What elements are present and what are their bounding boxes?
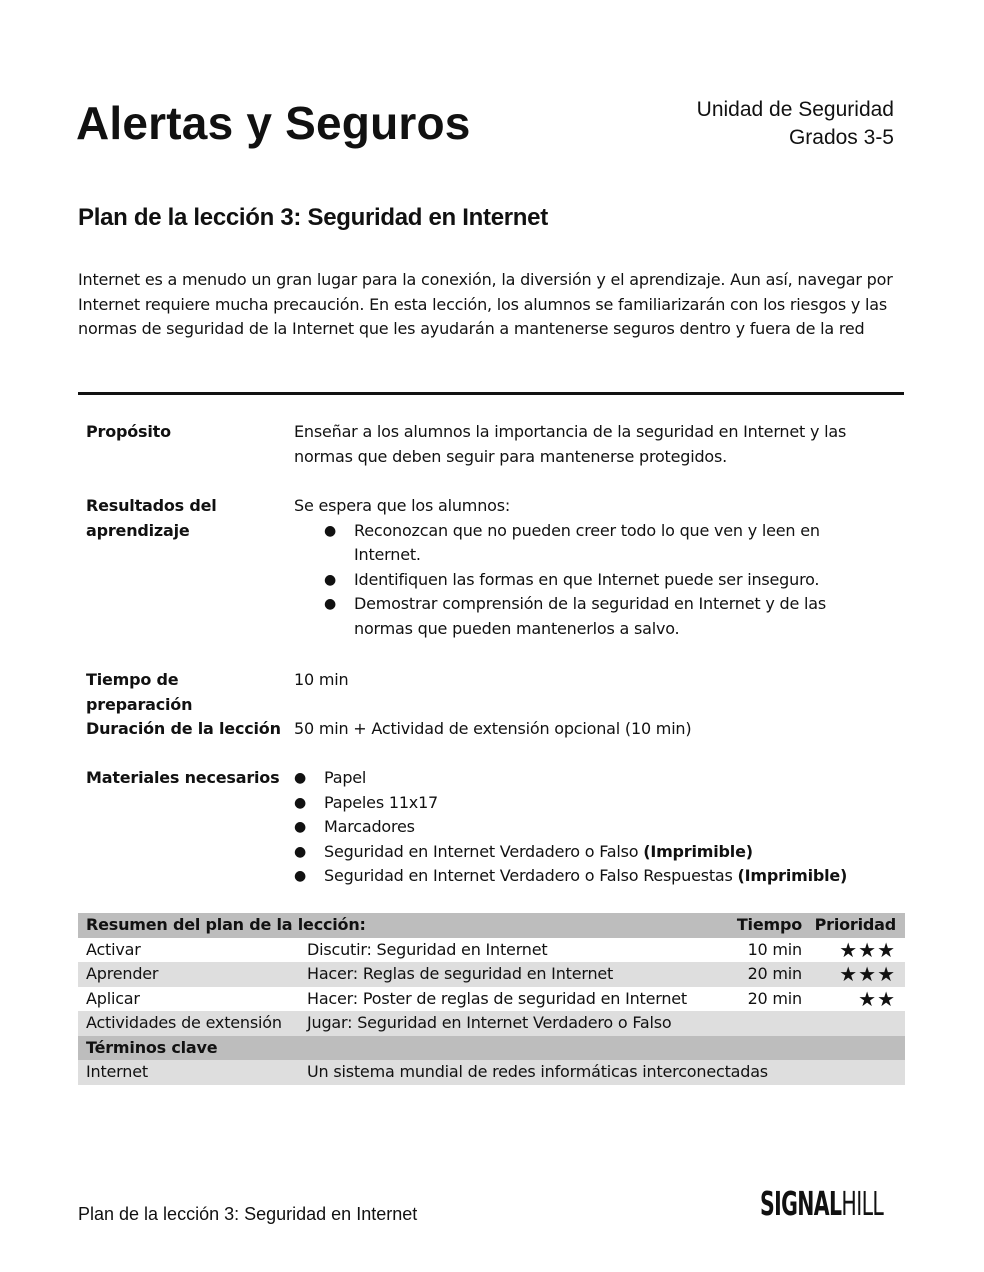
bullet-icon: ● bbox=[294, 843, 307, 860]
lesson-title: Plan de la lección 3: Seguridad en Internet bbox=[78, 204, 548, 231]
list-item-text: Papel bbox=[324, 768, 367, 787]
table-row bbox=[78, 962, 905, 987]
list-item-text: Reconozcan que no pueden creer todo lo que ven y leen en Internet. bbox=[354, 520, 820, 564]
phase-cell: Actividades de extensión bbox=[86, 1013, 282, 1032]
time-column-header: Tiempo bbox=[736, 915, 802, 934]
priority-stars-icon: ★★★ bbox=[839, 962, 896, 986]
bullet-icon: ● bbox=[294, 770, 307, 786]
logo-part-hill: HILL bbox=[841, 1184, 884, 1223]
list-item bbox=[294, 568, 874, 593]
bullet-icon: ● bbox=[324, 571, 337, 588]
signalhill-logo bbox=[760, 1184, 883, 1223]
prep-time-value: 10 min bbox=[294, 670, 349, 689]
outcomes-intro: Se espera que los alumnos: bbox=[294, 496, 511, 515]
activity-cell: Discutir: Seguridad en Internet bbox=[307, 939, 548, 959]
purpose-text: Enseñar a los alumnos la importancia de la seguridad en Internet y las normas que deben seguir para mantenerse protegidos. bbox=[294, 422, 847, 466]
document-title: Alertas y Seguros bbox=[76, 97, 471, 149]
materials-block bbox=[294, 766, 884, 889]
time-cell: 10 min bbox=[747, 939, 802, 959]
phase-cell: Aprender bbox=[86, 964, 159, 983]
priority-column-header: Prioridad bbox=[814, 915, 896, 934]
footer-text: Plan de la lección 3: Seguridad en Internet bbox=[78, 1204, 418, 1224]
outcomes-block bbox=[294, 494, 874, 641]
bullet-icon: ● bbox=[294, 868, 307, 884]
duration-label: Duración de la lección bbox=[86, 719, 281, 738]
logo-part-signal: SIGNAL bbox=[760, 1184, 842, 1223]
lesson-intro: Internet es a menudo un gran lugar para la conexión, la diversión y el aprendizaje. Aun así, navegar por Internet requiere mucha precaución. En esta lección, los alumnos se familiarizarán con los riesgos y las normas de seguridad de la Internet que les ayudarán a mantenerse seguros dentro y fuera de la red bbox=[78, 270, 893, 338]
list-item-text: Seguridad en Internet Verdadero o Falso Respuestas bbox=[324, 866, 738, 885]
outcomes-label: Resultados del aprendizaje bbox=[86, 496, 217, 540]
list-item bbox=[294, 815, 884, 840]
table-row bbox=[78, 1060, 905, 1085]
list-item-text: Seguridad en Internet Verdadero o Falso bbox=[324, 841, 644, 861]
activity-cell: Hacer: Reglas de seguridad en Internet bbox=[307, 964, 614, 983]
duration-value: 50 min + Actividad de extensión opcional (10 min) bbox=[294, 719, 692, 738]
definition-cell: Un sistema mundial de redes informáticas interconectadas bbox=[307, 1062, 768, 1081]
bullet-icon: ● bbox=[324, 522, 337, 539]
list-item-text: Identifiquen las formas en que Internet puede ser inseguro. bbox=[354, 569, 820, 589]
grade-range: Grados 3-5 bbox=[788, 126, 894, 149]
term-cell: Internet bbox=[86, 1062, 148, 1081]
list-item bbox=[294, 766, 884, 791]
section-divider bbox=[78, 392, 904, 395]
list-item bbox=[294, 592, 874, 641]
materials-label: Materiales necesarios bbox=[86, 768, 280, 787]
printable-tag: (Imprimible) bbox=[643, 841, 753, 861]
phase-cell: Activar bbox=[86, 939, 141, 959]
list-item-text: Marcadores bbox=[324, 817, 415, 836]
priority-stars-icon: ★★ bbox=[858, 986, 896, 1011]
prep-time-label: Tiempo de preparación bbox=[86, 670, 193, 714]
phase-cell: Aplicar bbox=[86, 988, 140, 1008]
list-item bbox=[294, 840, 884, 865]
table-row bbox=[78, 987, 905, 1012]
time-cell: 20 min bbox=[747, 988, 802, 1008]
unit-info bbox=[697, 96, 894, 152]
key-terms-title: Términos clave bbox=[86, 1037, 218, 1057]
bullet-icon: ● bbox=[294, 794, 307, 811]
printable-tag: (Imprimible) bbox=[737, 866, 848, 885]
list-item bbox=[294, 791, 884, 816]
outcomes-list bbox=[294, 519, 874, 642]
table-row bbox=[78, 1011, 905, 1036]
key-terms-header-row bbox=[78, 1036, 905, 1061]
list-item bbox=[294, 864, 884, 889]
list-item-text: Papeles 11x17 bbox=[324, 792, 439, 812]
priority-stars-icon: ★★★ bbox=[839, 937, 896, 962]
purpose-label: Propósito bbox=[86, 422, 171, 441]
unit-name: Unidad de Seguridad bbox=[696, 98, 894, 121]
table-header-row bbox=[78, 913, 905, 938]
list-item bbox=[294, 519, 874, 568]
time-cell: 20 min bbox=[747, 964, 802, 983]
lesson-summary-table bbox=[78, 913, 905, 1085]
bullet-icon: ● bbox=[294, 819, 307, 835]
materials-list bbox=[294, 766, 884, 889]
activity-cell: Hacer: Poster de reglas de seguridad en Internet bbox=[307, 988, 688, 1008]
bullet-icon: ● bbox=[324, 596, 337, 612]
table-row bbox=[78, 938, 905, 963]
summary-title: Resumen del plan de la lección: bbox=[86, 915, 366, 934]
list-item-text: Demostrar comprensión de la seguridad en Internet y de las normas que pueden mantenerlos a salvo. bbox=[354, 594, 826, 638]
activity-cell: Jugar: Seguridad en Internet Verdadero o Falso bbox=[307, 1013, 672, 1032]
